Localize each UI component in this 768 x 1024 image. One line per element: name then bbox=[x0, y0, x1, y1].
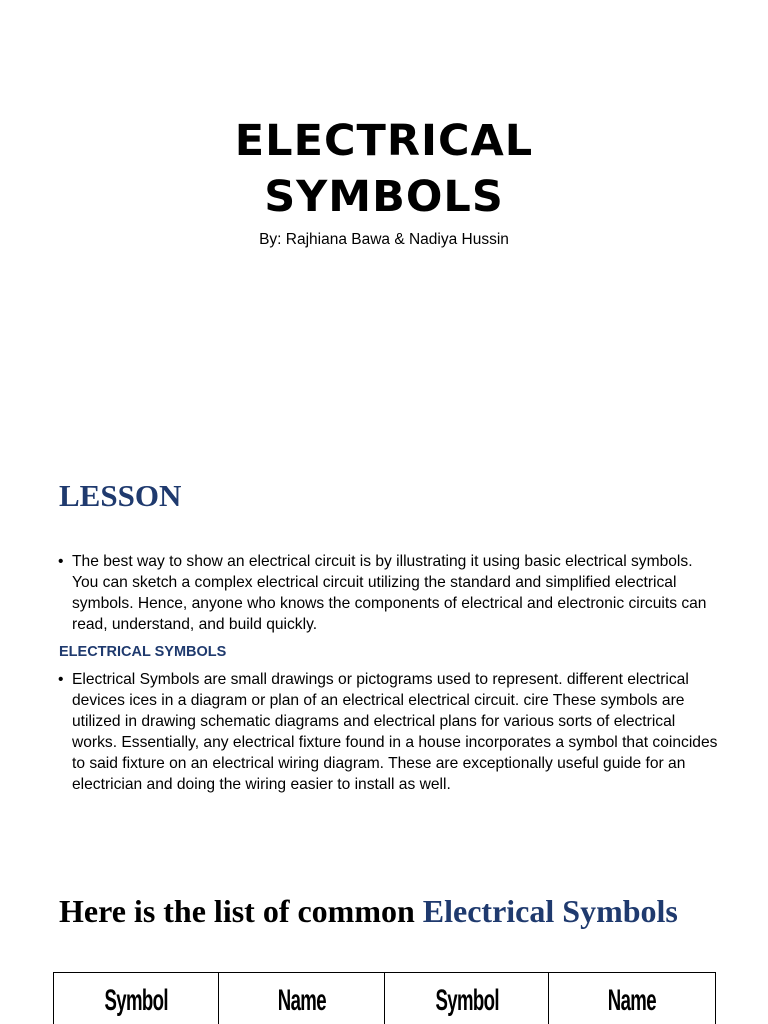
table-header-name-1 bbox=[218, 973, 385, 1024]
table-header-name-2 bbox=[549, 973, 716, 1024]
author-byline: By: Rajhiana Bawa & Nadiya Hussin bbox=[259, 231, 509, 248]
lesson-bullet-2 bbox=[58, 669, 718, 795]
symbol-list-heading bbox=[59, 892, 699, 930]
table-header-name-2-label: Name bbox=[608, 984, 657, 1017]
table-header-symbol-1-label: Symbol bbox=[104, 984, 168, 1017]
lesson-bullet-1 bbox=[58, 551, 718, 635]
lesson-heading: LESSON bbox=[59, 478, 182, 513]
table-header-name-1-label: Name bbox=[277, 984, 326, 1017]
bullet-dot: • bbox=[58, 553, 64, 570]
page-title bbox=[0, 113, 768, 225]
symbol-table bbox=[53, 972, 716, 1024]
list-heading-accent-2: Symbols bbox=[562, 893, 678, 929]
table-header-symbol-1 bbox=[54, 973, 219, 1024]
title-line-1: ELECTRICAL bbox=[234, 116, 534, 166]
lesson-bullet-2-text: Electrical Symbols are small drawings or pictograms used to represent. different electrical devices ices in a diagram or plan of an electrical electrical circuit. cire These symbols are utilized in drawing schematic diagrams and electrical plans for various sorts of electrical works. Essentially, any electrical fixture found in a house incorporates a symbol that coincides to said fixture on an electrical wiring diagram. These are exceptionally useful guide for an electrician and doing the wiring easier to install as well. bbox=[72, 671, 718, 793]
list-heading-accent-1: Electrical bbox=[422, 893, 555, 929]
electrical-symbols-subheading: ELECTRICAL SYMBOLS bbox=[59, 644, 227, 660]
title-line-2: SYMBOLS bbox=[264, 172, 504, 222]
table-header-symbol-2-label: Symbol bbox=[435, 984, 499, 1017]
table-header-symbol-2 bbox=[385, 973, 549, 1024]
bullet-dot: • bbox=[58, 671, 64, 688]
list-heading-prefix: Here is the list of common bbox=[59, 893, 423, 929]
lesson-bullet-1-text: The best way to show an electrical circuit is by illustrating it using basic electrical symbols. You can sketch a complex electrical circuit utilizing the standard and simplified electrical symbols. Hence, anyone who knows the components of electrical and electronic circuits can read, understand, and build quickly. bbox=[72, 553, 707, 633]
symbol-table-header-row bbox=[54, 973, 716, 1024]
